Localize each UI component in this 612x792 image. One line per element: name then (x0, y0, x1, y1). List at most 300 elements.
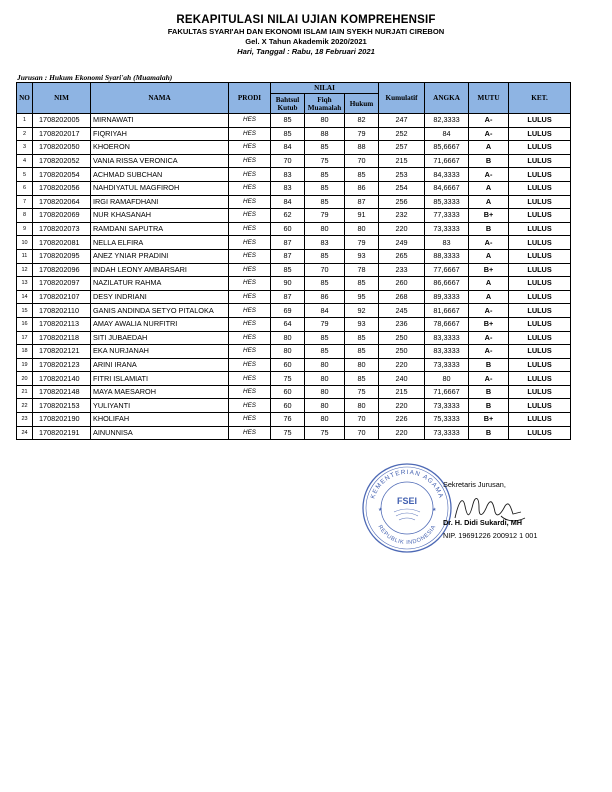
cell-bahtsul-kutub: 84 (271, 141, 305, 155)
cell-prodi: HES (229, 277, 271, 291)
col-bahtsul-line1: Bahtsul (275, 95, 300, 104)
cell-bahtsul-kutub: 60 (271, 385, 305, 399)
cell-kumulatif: 250 (379, 331, 425, 345)
table-row (17, 222, 571, 236)
cell-angka: 86,6667 (425, 277, 469, 291)
cell-no: 18 (17, 345, 33, 359)
cell-prodi: HES (229, 222, 271, 236)
cell-angka: 83 (425, 236, 469, 250)
cell-mutu: B+ (469, 209, 509, 223)
cell-mutu: A (469, 277, 509, 291)
cell-prodi: HES (229, 236, 271, 250)
cell-nim: 1708202190 (33, 413, 91, 427)
cell-mutu: A- (469, 304, 509, 318)
cell-ket: LULUS (509, 345, 571, 359)
cell-ket: LULUS (509, 114, 571, 128)
cell-nama: KHOLIFAH (91, 413, 229, 427)
cell-nim: 1708202153 (33, 399, 91, 413)
cell-no: 17 (17, 331, 33, 345)
table-row (17, 249, 571, 263)
cell-nim: 1708202121 (33, 345, 91, 359)
cell-no: 23 (17, 413, 33, 427)
cell-nim: 1708202017 (33, 127, 91, 141)
cell-nim: 1708202073 (33, 222, 91, 236)
col-bahtsul-line2: Kutub (277, 103, 298, 112)
cell-nim: 1708202123 (33, 358, 91, 372)
grades-table-body (17, 114, 571, 440)
cell-fiqh-muamalah: 80 (305, 222, 345, 236)
cell-angka: 88,3333 (425, 249, 469, 263)
cell-mutu: B (469, 426, 509, 440)
cell-fiqh-muamalah: 80 (305, 399, 345, 413)
cell-hukum: 85 (345, 277, 379, 291)
cell-prodi: HES (229, 331, 271, 345)
cell-nim: 1708202097 (33, 277, 91, 291)
cell-no: 1 (17, 114, 33, 128)
cell-hukum: 70 (345, 426, 379, 440)
cell-nama: AMAY AWALIA NURFITRI (91, 317, 229, 331)
cell-ket: LULUS (509, 426, 571, 440)
cell-nim: 1708202113 (33, 317, 91, 331)
table-row (17, 181, 571, 195)
col-ket: KET. (509, 83, 571, 114)
cell-mutu: A- (469, 168, 509, 182)
cell-kumulatif: 260 (379, 277, 425, 291)
cell-mutu: A- (469, 345, 509, 359)
cell-nama: AINUNNISA (91, 426, 229, 440)
svg-text:★: ★ (432, 507, 437, 513)
cell-nama: NELLA ELFIRA (91, 236, 229, 250)
cell-bahtsul-kutub: 87 (271, 290, 305, 304)
stamp-bottom-text: REPUBLIK INDONESIA (376, 524, 438, 547)
col-no: NO (17, 83, 33, 114)
cell-ket: LULUS (509, 222, 571, 236)
cell-fiqh-muamalah: 85 (305, 277, 345, 291)
cell-angka: 78,6667 (425, 317, 469, 331)
cell-angka: 73,3333 (425, 399, 469, 413)
cell-hukum: 85 (345, 331, 379, 345)
cell-fiqh-muamalah: 80 (305, 372, 345, 386)
cell-fiqh-muamalah: 85 (305, 141, 345, 155)
table-row (17, 345, 571, 359)
cell-no: 19 (17, 358, 33, 372)
cell-prodi: HES (229, 385, 271, 399)
cell-angka: 73,3333 (425, 358, 469, 372)
cell-angka: 71,6667 (425, 385, 469, 399)
cell-kumulatif: 236 (379, 317, 425, 331)
cell-ket: LULUS (509, 385, 571, 399)
stamp-outer-text: KEMENTERIAN AGAMA (369, 468, 445, 500)
cell-mutu: A- (469, 236, 509, 250)
cell-nama: EKA NURJANAH (91, 345, 229, 359)
cell-angka: 77,3333 (425, 209, 469, 223)
cell-kumulatif: 256 (379, 195, 425, 209)
table-row (17, 209, 571, 223)
cell-mutu: A- (469, 127, 509, 141)
cell-nama: KHOERON (91, 141, 229, 155)
cell-nama: YULIYANTI (91, 399, 229, 413)
table-row (17, 154, 571, 168)
cell-angka: 75,3333 (425, 413, 469, 427)
cell-bahtsul-kutub: 83 (271, 168, 305, 182)
cell-bahtsul-kutub: 85 (271, 127, 305, 141)
cell-nama: DESY INDRIANI (91, 290, 229, 304)
cell-no: 4 (17, 154, 33, 168)
cell-nama: MIRNAWATI (91, 114, 229, 128)
cell-ket: LULUS (509, 127, 571, 141)
cell-fiqh-muamalah: 85 (305, 195, 345, 209)
cell-prodi: HES (229, 304, 271, 318)
cell-hukum: 95 (345, 290, 379, 304)
cell-bahtsul-kutub: 69 (271, 304, 305, 318)
cell-bahtsul-kutub: 60 (271, 222, 305, 236)
cell-no: 9 (17, 222, 33, 236)
grades-table (16, 82, 571, 440)
cell-nama: NAZILATUR RAHMA (91, 277, 229, 291)
cell-nama: ACHMAD SUBCHAN (91, 168, 229, 182)
cell-bahtsul-kutub: 60 (271, 399, 305, 413)
cell-hukum: 79 (345, 127, 379, 141)
cell-angka: 82,3333 (425, 114, 469, 128)
col-nilai: NILAI (271, 83, 379, 94)
cell-prodi: HES (229, 141, 271, 155)
cell-angka: 84,3333 (425, 168, 469, 182)
cell-hukum: 82 (345, 114, 379, 128)
table-row (17, 317, 571, 331)
cell-fiqh-muamalah: 75 (305, 154, 345, 168)
col-fiqh-line2: Muamalah (307, 103, 342, 112)
cell-hukum: 86 (345, 181, 379, 195)
cell-ket: LULUS (509, 413, 571, 427)
cell-no: 22 (17, 399, 33, 413)
cell-hukum: 70 (345, 154, 379, 168)
cell-nama: SITI JUBAEDAH (91, 331, 229, 345)
cell-fiqh-muamalah: 85 (305, 331, 345, 345)
table-row (17, 127, 571, 141)
cell-angka: 85,3333 (425, 195, 469, 209)
cell-ket: LULUS (509, 372, 571, 386)
col-mutu: MUTU (469, 83, 509, 114)
cell-nim: 1708202056 (33, 181, 91, 195)
cell-hukum: 80 (345, 399, 379, 413)
signature-label: Sekretaris Jurusan, (443, 480, 506, 489)
cell-nim: 1708202148 (33, 385, 91, 399)
cell-bahtsul-kutub: 83 (271, 181, 305, 195)
cell-nama: NAHDIYATUL MAGFIROH (91, 181, 229, 195)
cell-hukum: 85 (345, 345, 379, 359)
cell-ket: LULUS (509, 304, 571, 318)
col-kumulatif: Kumulatif (379, 83, 425, 114)
cell-mutu: A- (469, 331, 509, 345)
table-row (17, 358, 571, 372)
cell-angka: 84 (425, 127, 469, 141)
col-nama: NAMA (91, 83, 229, 114)
cell-mutu: B (469, 154, 509, 168)
cell-bahtsul-kutub: 75 (271, 426, 305, 440)
cell-nim: 1708202140 (33, 372, 91, 386)
col-nim: NIM (33, 83, 91, 114)
svg-text:★: ★ (378, 507, 383, 513)
cell-nim: 1708202005 (33, 114, 91, 128)
cell-hukum: 75 (345, 385, 379, 399)
cell-prodi: HES (229, 195, 271, 209)
cell-angka: 85,6667 (425, 141, 469, 155)
cell-bahtsul-kutub: 64 (271, 317, 305, 331)
cell-bahtsul-kutub: 85 (271, 114, 305, 128)
cell-mutu: B (469, 358, 509, 372)
cell-kumulatif: 232 (379, 209, 425, 223)
cell-nim: 1708202191 (33, 426, 91, 440)
table-row (17, 290, 571, 304)
cell-nim: 1708202081 (33, 236, 91, 250)
cell-nama: RAMDANI SAPUTRA (91, 222, 229, 236)
cell-no: 13 (17, 277, 33, 291)
cell-bahtsul-kutub: 90 (271, 277, 305, 291)
cell-angka: 81,6667 (425, 304, 469, 318)
cell-nama: ANEZ YNIAR PRADINI (91, 249, 229, 263)
cell-angka: 71,6667 (425, 154, 469, 168)
table-row (17, 385, 571, 399)
cell-ket: LULUS (509, 358, 571, 372)
cell-nim: 1708202107 (33, 290, 91, 304)
table-row (17, 331, 571, 345)
table-row (17, 399, 571, 413)
cell-prodi: HES (229, 399, 271, 413)
table-row (17, 114, 571, 128)
cell-ket: LULUS (509, 209, 571, 223)
cell-no: 5 (17, 168, 33, 182)
cell-prodi: HES (229, 317, 271, 331)
cell-nama: INDAH LEONY AMBARSARI (91, 263, 229, 277)
cell-fiqh-muamalah: 85 (305, 249, 345, 263)
cell-angka: 73,3333 (425, 426, 469, 440)
cell-no: 7 (17, 195, 33, 209)
cell-hukum: 85 (345, 168, 379, 182)
cell-kumulatif: 250 (379, 345, 425, 359)
table-row (17, 413, 571, 427)
cell-fiqh-muamalah: 80 (305, 385, 345, 399)
cell-fiqh-muamalah: 79 (305, 317, 345, 331)
cell-hukum: 91 (345, 209, 379, 223)
cell-no: 6 (17, 181, 33, 195)
cell-mutu: A (469, 290, 509, 304)
signatory-name: Dr. H. Didi Sukardi, MH (443, 518, 523, 527)
table-row (17, 277, 571, 291)
cell-fiqh-muamalah: 85 (305, 168, 345, 182)
col-fiqh-line1: Fiqh (317, 95, 332, 104)
cell-prodi: HES (229, 290, 271, 304)
cell-bahtsul-kutub: 85 (271, 263, 305, 277)
cell-no: 10 (17, 236, 33, 250)
cell-no: 12 (17, 263, 33, 277)
cell-nama: IRGI RAMAFDHANI (91, 195, 229, 209)
cell-hukum: 80 (345, 222, 379, 236)
cell-mutu: A- (469, 114, 509, 128)
cell-bahtsul-kutub: 62 (271, 209, 305, 223)
cell-ket: LULUS (509, 317, 571, 331)
cell-nim: 1708202054 (33, 168, 91, 182)
cell-angka: 84,6667 (425, 181, 469, 195)
cell-nama: FIQRIYAH (91, 127, 229, 141)
cell-prodi: HES (229, 154, 271, 168)
date-line: Hari, Tanggal : Rabu, 18 Februari 2021 (237, 47, 375, 56)
cell-kumulatif: 220 (379, 222, 425, 236)
cell-hukum: 70 (345, 413, 379, 427)
cell-hukum: 88 (345, 141, 379, 155)
cell-prodi: HES (229, 345, 271, 359)
cell-kumulatif: 240 (379, 372, 425, 386)
cell-nama: MAYA MAESAROH (91, 385, 229, 399)
cell-ket: LULUS (509, 236, 571, 250)
cell-hukum: 93 (345, 317, 379, 331)
stamp-emblem-icon (394, 509, 420, 520)
cell-no: 24 (17, 426, 33, 440)
stamp-center-text: FSEI (396, 496, 418, 506)
cell-kumulatif: 247 (379, 114, 425, 128)
jurusan-label: Jurusan : Hukum Ekonomi Syari'ah (Muamalah) (17, 73, 173, 82)
col-angka: ANGKA (425, 83, 469, 114)
cell-nama: NUR KHASANAH (91, 209, 229, 223)
table-row (17, 372, 571, 386)
cell-angka: 77,6667 (425, 263, 469, 277)
cell-nim: 1708202064 (33, 195, 91, 209)
cell-ket: LULUS (509, 181, 571, 195)
cell-bahtsul-kutub: 87 (271, 236, 305, 250)
cell-kumulatif: 226 (379, 413, 425, 427)
cell-ket: LULUS (509, 331, 571, 345)
cell-no: 20 (17, 372, 33, 386)
cell-kumulatif: 245 (379, 304, 425, 318)
cell-prodi: HES (229, 372, 271, 386)
cell-kumulatif: 249 (379, 236, 425, 250)
cell-fiqh-muamalah: 80 (305, 358, 345, 372)
cell-fiqh-muamalah: 85 (305, 345, 345, 359)
cell-mutu: A (469, 181, 509, 195)
cell-nama: ARINI IRANA (91, 358, 229, 372)
cell-prodi: HES (229, 209, 271, 223)
cell-angka: 89,3333 (425, 290, 469, 304)
col-bahtsul-kutub (271, 94, 305, 114)
cell-nama: VANIA RISSA VERONICA (91, 154, 229, 168)
cell-ket: LULUS (509, 195, 571, 209)
cell-prodi: HES (229, 263, 271, 277)
cell-fiqh-muamalah: 80 (305, 114, 345, 128)
table-row (17, 304, 571, 318)
table-row (17, 141, 571, 155)
cell-bahtsul-kutub: 75 (271, 372, 305, 386)
cell-hukum: 78 (345, 263, 379, 277)
cell-no: 16 (17, 317, 33, 331)
cell-kumulatif: 252 (379, 127, 425, 141)
cell-ket: LULUS (509, 154, 571, 168)
cell-kumulatif: 254 (379, 181, 425, 195)
cell-hukum: 93 (345, 249, 379, 263)
cell-kumulatif: 257 (379, 141, 425, 155)
cell-prodi: HES (229, 249, 271, 263)
table-row (17, 263, 571, 277)
cell-kumulatif: 233 (379, 263, 425, 277)
cell-kumulatif: 265 (379, 249, 425, 263)
cell-nim: 1708202050 (33, 141, 91, 155)
cell-hukum: 80 (345, 358, 379, 372)
cell-ket: LULUS (509, 399, 571, 413)
cell-nim: 1708202052 (33, 154, 91, 168)
cell-bahtsul-kutub: 80 (271, 345, 305, 359)
cell-nim: 1708202069 (33, 209, 91, 223)
cell-kumulatif: 220 (379, 399, 425, 413)
cell-bahtsul-kutub: 87 (271, 249, 305, 263)
cell-fiqh-muamalah: 85 (305, 181, 345, 195)
cell-mutu: A- (469, 372, 509, 386)
cell-no: 2 (17, 127, 33, 141)
cell-nim: 1708202118 (33, 331, 91, 345)
cell-no: 11 (17, 249, 33, 263)
cell-kumulatif: 215 (379, 385, 425, 399)
cell-no: 15 (17, 304, 33, 318)
col-prodi: PRODI (229, 83, 271, 114)
cell-kumulatif: 220 (379, 358, 425, 372)
document-header (0, 14, 612, 57)
cell-hukum: 79 (345, 236, 379, 250)
cell-kumulatif: 268 (379, 290, 425, 304)
cell-ket: LULUS (509, 141, 571, 155)
cell-ket: LULUS (509, 249, 571, 263)
col-fiqh-muamalah (305, 94, 345, 114)
cell-prodi: HES (229, 181, 271, 195)
cell-mutu: B+ (469, 317, 509, 331)
cell-no: 21 (17, 385, 33, 399)
cell-ket: LULUS (509, 168, 571, 182)
official-stamp (361, 462, 453, 554)
cell-prodi: HES (229, 413, 271, 427)
cell-fiqh-muamalah: 79 (305, 209, 345, 223)
cell-nim: 1708202096 (33, 263, 91, 277)
cell-no: 14 (17, 290, 33, 304)
cell-prodi: HES (229, 114, 271, 128)
cell-no: 8 (17, 209, 33, 223)
table-row (17, 426, 571, 440)
cell-ket: LULUS (509, 263, 571, 277)
cell-fiqh-muamalah: 86 (305, 290, 345, 304)
cell-fiqh-muamalah: 88 (305, 127, 345, 141)
cell-kumulatif: 253 (379, 168, 425, 182)
cell-fiqh-muamalah: 70 (305, 263, 345, 277)
cell-kumulatif: 220 (379, 426, 425, 440)
cell-angka: 83,3333 (425, 345, 469, 359)
table-row (17, 168, 571, 182)
cell-ket: LULUS (509, 290, 571, 304)
cell-kumulatif: 215 (379, 154, 425, 168)
cell-bahtsul-kutub: 84 (271, 195, 305, 209)
cell-no: 3 (17, 141, 33, 155)
cell-hukum: 87 (345, 195, 379, 209)
cell-bahtsul-kutub: 70 (271, 154, 305, 168)
faculty-line: FAKULTAS SYARI'AH DAN EKONOMI ISLAM IAIN SYEKH NURJATI CIREBON (167, 27, 445, 36)
cell-mutu: B (469, 222, 509, 236)
cell-nim: 1708202110 (33, 304, 91, 318)
cell-angka: 73,3333 (425, 222, 469, 236)
cell-mutu: B (469, 385, 509, 399)
cell-bahtsul-kutub: 76 (271, 413, 305, 427)
signatory-nip: NIP. 19691226 200912 1 001 (443, 531, 538, 540)
cell-prodi: HES (229, 426, 271, 440)
cell-hukum: 92 (345, 304, 379, 318)
cell-mutu: B (469, 399, 509, 413)
cell-hukum: 85 (345, 372, 379, 386)
cell-mutu: B+ (469, 263, 509, 277)
cell-prodi: HES (229, 127, 271, 141)
cell-fiqh-muamalah: 83 (305, 236, 345, 250)
